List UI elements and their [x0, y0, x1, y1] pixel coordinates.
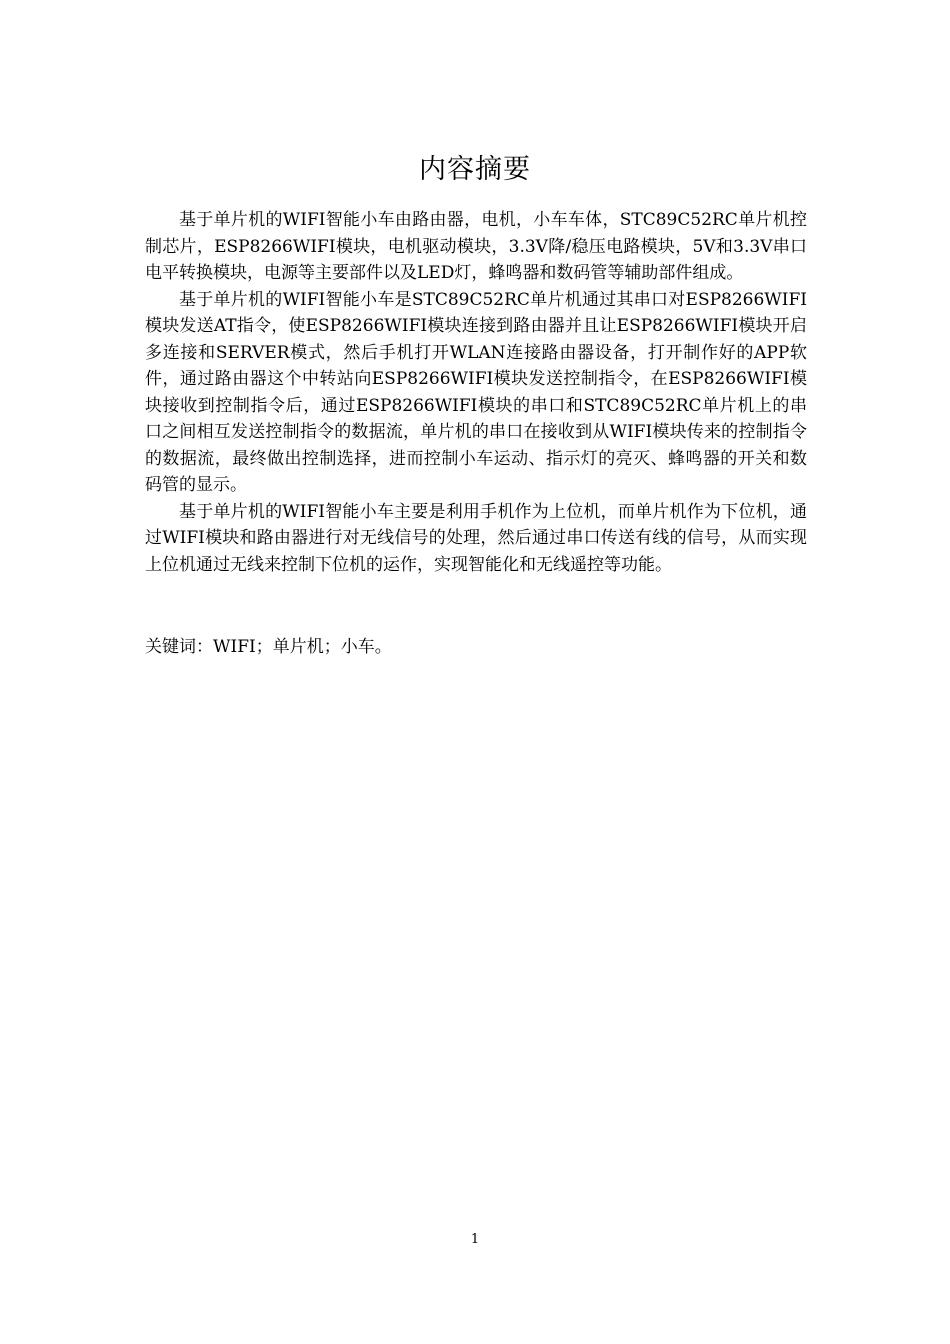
page-title: 内容摘要: [419, 154, 531, 185]
keywords-line: 关键词：WIFI；单片机；小车。: [145, 637, 392, 657]
abstract-paragraph-1: 基于单片机的WIFI智能小车由路由器，电机，小车车体，STC89C52RC单片机控制芯片，ESP8266WIFI模块，电机驱动模块，3.3V降/稳压电路模块，5V和3.3V串口电平转换模块，电源等主要部件以及LED灯，蜂鸣器和数码管等辅助部件组成。: [145, 210, 807, 283]
abstract-body: [145, 207, 807, 578]
abstract-paragraph-3: 基于单片机的WIFI智能小车主要是利用手机作为上位机，而单片机作为下位机，通过WIFI模块和路由器进行对无线信号的处理，然后通过串口传送有线的信号，从而实现上位机通过无线来控制下位机的运作，实现智能化和无线遥控等功能。: [145, 501, 807, 575]
abstract-paragraph-2: 基于单片机的WIFI智能小车是STC89C52RC单片机通过其串口对ESP8266WIFI模块发送AT指令，使ESP8266WIFI模块连接到路由器并且让ESP8266WIFI模块开启多连接和SERVER模式，然后手机打开WLAN连接路由器设备，打开制作好的APP软件，通过路由器这个中转站向ESP8266WIFI模块发送控制指令，在ESP8266WIFI模块接收到控制指令后，通过ESP8266WIFI模块的串口和STC89C52RC单片机上的串口之间相互发送控制指令的数据流，单片机的串口在接收到从WIFI模块传来的控制指令的数据流，最终做出控制选择，进而控制小车运动、指示灯的亮灭、蜂鸣器的开关和数码管的显示。: [145, 289, 807, 495]
page-number: 1: [470, 1232, 480, 1247]
